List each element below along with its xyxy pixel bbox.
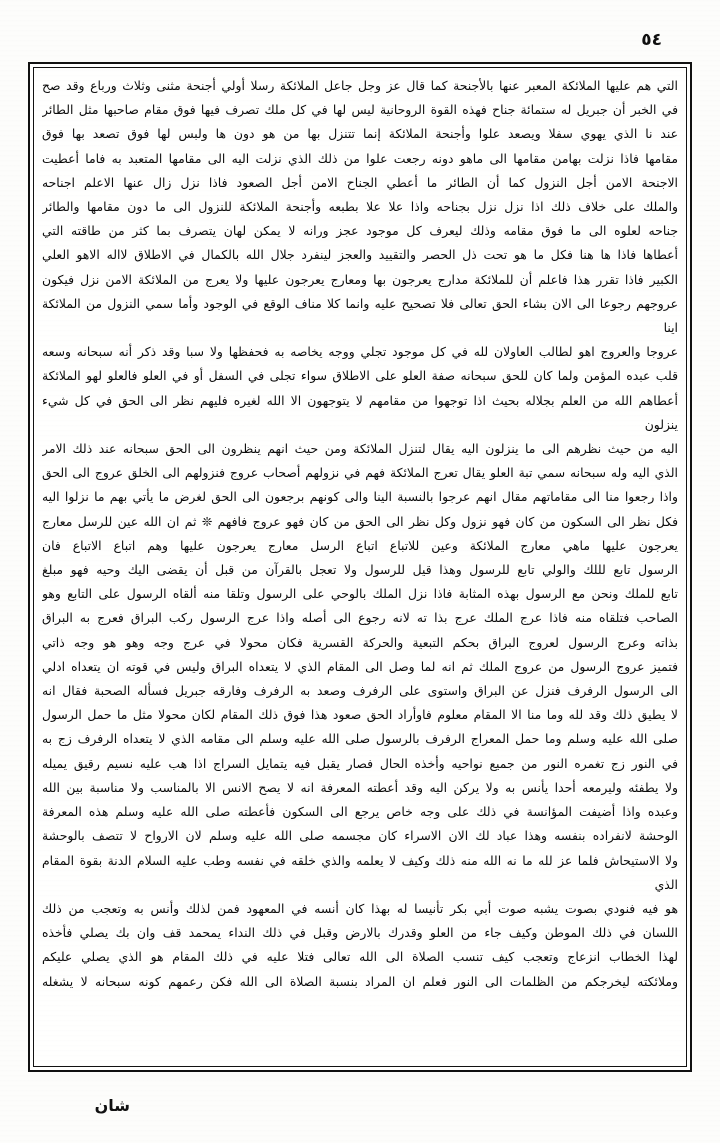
body-line: اللسان في ذلك الموطن وكيف جاء من العلو وقدرك بالارض وقبل في ذلك النداء يمحمد قف وان بك يصلي فأخذه — [42, 925, 678, 941]
page-number: ٥٤ — [641, 30, 662, 50]
text-frame-border — [28, 62, 692, 1072]
body-line: لهذا الخطاب انزعاج وتعجب كيف تنسب الصلاة الى الله تعالى فتلا عليه في ذلك المقام هو الذي يصلي عليكم — [42, 949, 678, 965]
body-line: بذاته وعرج الرسول لعروج البراق بحكم التبعية والحركة القسرية فكان محولا في عرج وجه وهو هو وجه ذاتي — [42, 634, 678, 650]
body-line: والملك على خلاف ذلك اذا نزل نزل بجناحه واذا علا علا بطبعه وأجنحة الملائكة للنزول الى ما دون مقامها والطائر — [42, 199, 678, 215]
body-line: فكل نظر الى السكون من كان فهو نزول وكل نظر الى الحق من كان فهو عروج فافهم ❊ ثم ان الله عين للرسل معارج — [42, 513, 678, 529]
body-line: يعرجون عليها ماهي معارج الملائكة وعين للاتباع اتباع الرسل معارج يعرجون عليها وهم اتباع الاتباع فان — [42, 537, 678, 553]
body-line: ولا يطفئه وليرمعه أحدا يأنس به ولا يركن اليه وقد أعطته المعرفة انه لا يصح الانس الا بالمناسب ولا مناسبة بين الله — [42, 779, 678, 795]
body-line: قلب عبده المؤمن ولما كان للحق سبحانه صفة العلو على الاطلاق سواء تجلى في السفل أو في العلو فالعلو لهو الملائكة — [42, 368, 678, 384]
body-line: فتميز عروج الرسول من عروج الملك ثم انه لما وصل الى المقام الذي لا يتعداه البراق وليس في قوته ان يتعداه ادلي — [42, 658, 678, 674]
body-line: الرسول تابع لللك والولي تابع للرسول وهذا قيل للرسول ولا تعجل بالقرآن من قبل أن يقضى اليك وحيه فهو مبلغ — [42, 562, 678, 578]
body-text-block — [42, 74, 678, 1062]
body-line: تابع للملك ونحن مع الرسول بهذه المثابة فاذا نزل الملك بالوحي على الرسول وتلقا منه ألقاه الرسول على التابع وهو — [42, 586, 678, 602]
body-line: وعبده واذا أضيفت المؤانسة في ذلك على وجه خاص يرجع الى السكون فأعطته صلى الله عليه وسلم هذه المعرفة — [42, 804, 678, 820]
body-line: ولا الاستيحاش فلما عز لله ما نه الله منه ذلك وكيف لا يعلمه والذي خلقه في نفسه وطب عليه السلام الدنة بقوة المقام الذي — [42, 852, 678, 892]
catchword: شان — [94, 1096, 130, 1115]
body-line: في الخبر أن جبريل له ستمائة جناح فهذه القوة الروحانية ليس لها في كل ملك تصرف فيها فوق مقام صاحبها مثل الطائر — [42, 102, 678, 118]
body-line: الوحشة لانفراده بنفسه وهذا عباد لك الان الاسراء كان مجسمه صلى الله عليه وسلم لان الارواح لا تتصف بالوحشة — [42, 828, 678, 844]
body-line: الكبير فاذا تقرر هذا فاعلم أن للملائكة مدارج يعرجون بها ومعارج يعرجون عليها ولا يعرج من الملائكة الامن نزل فيكون — [42, 271, 678, 287]
body-line: اليه من حيث نظرهم الى ما ينزلون اليه يقال لتنزل الملائكة ومن حيث انهم ينظرون الى الحق سبحانه عند ذلك الامر — [42, 441, 678, 457]
body-line: وملائكته ليخرجكم من الظلمات الى النور فعلم ان المراد بنسبة الصلاة الى الله فكن رعمهم كونه سبحانه لا يشغله — [42, 973, 678, 989]
body-line: جناحه لعلوه الى ما فوق مقامه وذلك ليعرف كل موجود عجز ورانه لا يمكن لهان يتصرف بما كثر من طاقته التي — [42, 223, 678, 239]
body-line: الاجنحة الامن أجل النزول كما أن الطائر ما أعطي الجناح الامن أجل الصعود فاذا نزل زال عنها الاعلم اجناحه — [42, 174, 678, 190]
body-line: أعطاها فاذا ها هنا فكل ما هو تحت ذل الحصر والتقييد والعجز لينفرد جلال الله بالكمال في الاطلاق لااله الاهو العلي — [42, 247, 678, 263]
body-line: الذي اليه وله سبحانه سمي تبة العلو يقال تعرج الملائكة فهم في نزولهم أصحاب عروج فنزولهم الى الخلق عروج الى الحق — [42, 465, 678, 481]
body-line: مقامها فاذا نزلت بهامن مقامها الى ماهو دونه رجعت علوا من ذلك الذي نزلت اليه الى مقامها المتعبد به فاما أعطيت — [42, 150, 678, 166]
body-line: في النور زج تغمره النور من جميع نواحيه وأخذه الحال فصار يقبل فيه يتمايل السراج اذا هب عليه نسيم رقيق يميله — [42, 755, 678, 771]
body-line: عروجهم رجوعا الى الان بشاء الحق تعالى فلا تصحيح عليه وانما كلا مناف الوقع في الوجود وأما سمي النزول من الملائكة اينا — [42, 295, 678, 336]
body-line: واذا رجعوا منا الى مقاماتهم مقال انهم عرجوا بالنسبة الينا والى كونهم برجعون الى الحق لغرض ما يأتي بهم ما نزلوا اليه — [42, 489, 678, 505]
body-line: الصاحب فتلقاه منه فاذا عرج الملك عرج بذا ته لانه رجوع الى أصله واذا عرج الرسول ركب البراق فعرج به البراق — [42, 610, 678, 626]
body-line: عند نا الذي يهوي سفلا ويصعد علوا وأجنحة الملائكة إنما تتنزل بها من هو دون ها ولبس لها فوق تصعد بها فوق — [42, 126, 678, 142]
body-line: التي هم عليها الملائكة المعبر عنها بالأجنحة كما قال عز وجل جاعل الملائكة رسلا أولي أجنحة مثنى وثلاث ورباع وقد صح — [42, 78, 678, 93]
body-line: عروجا والعروج اهو لطالب العاولان لله في كل موجود تجلي ووجه يخاصه به فحفظها ولا سبا وقد ذكر أنه سبحانه وسعه — [42, 344, 678, 360]
body-line: لا يطيق ذلك وقد لله وما منا الا المقام معلوم فاوأراد الحق صعود هذا فوق ذلك المقام لكان محولا مثل ما حمل الرسول — [42, 707, 678, 723]
body-line: صلى الله عليه وسلم وما حمل المعراج الرفرف بالرسول صلى الله عليه وسلم الى مقامه الذي لا يتعداه الرفرف زج به — [42, 731, 678, 747]
body-line: هو فيه فنودي بصوت يشبه صوت أبي بكر تأنيسا له بهذا كان أنسه في المعهود فمن لذلك وأنس به وتعجب من ذلك — [42, 900, 678, 916]
body-line: الى الرسول الرفرف فنزل عن البراق واستوى على الرفرف وصعد به الرفرف وفارقه جبريل فسأله الصحبة فقال انه — [42, 683, 678, 699]
body-line: أعطاهم الله من العلم بجلاله بحيث اذا توجهوا من مقامهم لا يتوجهون الا الله لغيره فليهم نظر الى الحق في كل شيء ينزلون — [42, 392, 678, 432]
